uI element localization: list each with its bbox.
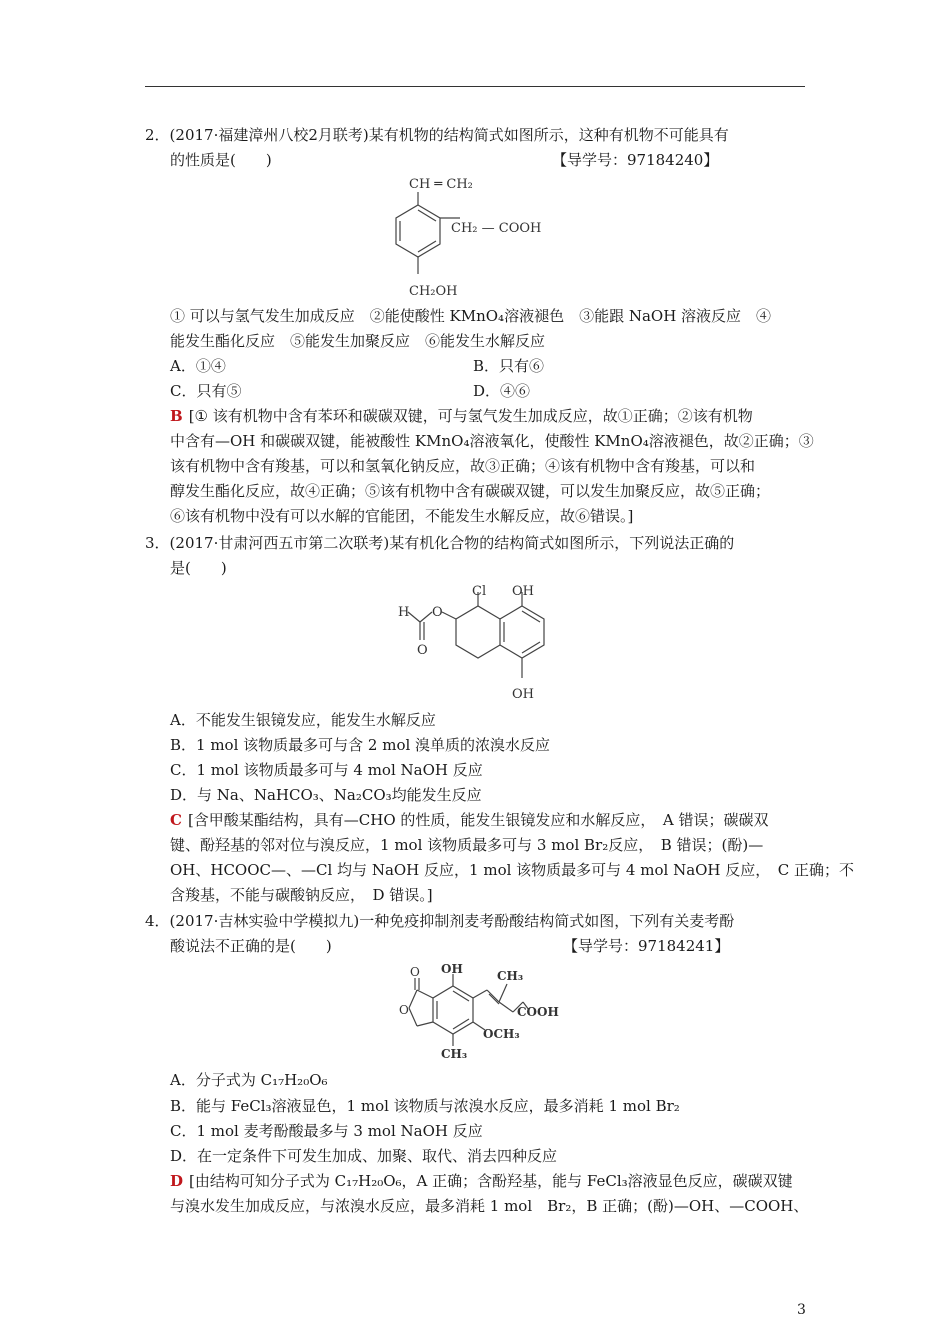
q3-carbonyl-o-label: O (417, 643, 428, 658)
q2-stem-line2: 的性质是( ) (170, 151, 272, 169)
q2-number: 2． (145, 126, 170, 144)
q2-acid-label: CH₂ — COOH (451, 221, 542, 236)
q4-cooh-label: COOH (517, 1005, 559, 1019)
header-rule (145, 86, 805, 87)
q2-structure-figure (385, 170, 585, 300)
q2-statements-line2: 能发生酯化反应 ⑤能发生加聚反应 ⑥能发生水解反应 (170, 332, 546, 350)
q3-option-d: D．与 Na、NaHCO₃、Na₂CO₃均能发生反应 (170, 786, 482, 804)
q3-explanation-line1: C [含甲酸某酯结构，具有—CHO 的性质，能发生银镜发应和水解反应， A 错误；碳碳双 (170, 811, 769, 829)
q2-option-a: A．①④ (170, 357, 226, 375)
q2-statements-line1: ① 可以与氢气发生加成反应 ②能使酸性 KMnO₄溶液褪色 ③能跟 NaOH 溶液反应 ④ (170, 307, 772, 325)
q3-option-a: A．不能发生银镜发应，能发生水解反应 (170, 711, 436, 729)
q3-h-label: H (398, 605, 410, 620)
q3-structure-figure (390, 578, 570, 708)
q2-option-c: C．只有⑤ (170, 382, 242, 400)
q4-explanation-line1: D [由结构可知分子式为 C₁₇H₂₀O₆，A 正确；含酚羟基，能与 FeCl₃溶液显色反应，碳碳双键 (170, 1172, 793, 1190)
q2-explanation-line2: 中含有—OH 和碳碳双键，能被酸性 KMnO₄溶液氧化，使酸性 KMnO₄溶液褪色，故②正确；③ (170, 432, 814, 450)
q2-option-d: D．④⑥ (473, 382, 531, 400)
q2-explanation-line1: B [① 该有机物中含有苯环和碳碳双键，可与氢气发生加成反应，故①正确；②该有机物 (170, 407, 753, 425)
q3-oh-bottom-label: OH (512, 687, 534, 702)
q2-text-1: (2017·福建漳州八校2月联考)某有机物的结构简式如图所示，这种有机物不可能具有 (169, 126, 729, 144)
q3-cl-label: Cl (472, 584, 487, 599)
q2-explanation-line5: ⑥该有机物中没有可以水解的官能团，不能发生水解反应，故⑥错误。] (170, 507, 634, 525)
q3-option-c: C．1 mol 该物质最多可与 4 mol NaOH 反应 (170, 761, 483, 779)
q4-text-1: (2017·吉林实验中学模拟九)一种免疫抑制剂麦考酚酸结构简式如图，下列有关麦考酚 (169, 912, 735, 930)
q4-ch3-bottom-label: CH₃ (441, 1047, 468, 1061)
q3-explanation-line4: 含羧基，不能与碳酸钠反应， D 错误。] (170, 886, 433, 904)
q4-option-b: B．能与 FeCl₃溶液显色，1 mol 该物质与浓溴水反应，最多消耗 1 mol Br₂ (170, 1097, 680, 1115)
q4-option-c: C．1 mol 麦考酚酸最多与 3 mol NaOH 反应 (170, 1122, 483, 1140)
page-number: 3 (797, 1302, 806, 1318)
q4-structure-figure (385, 956, 565, 1066)
q3-explanation-line3: OH、HCOOC—、—Cl 均与 NaOH 反应，1 mol 该物质最多可与 4 mol NaOH 反应， C 正确；不 (170, 861, 855, 879)
q2-option-b: B．只有⑥ (473, 357, 545, 375)
q4-oh-label: OH (441, 962, 463, 976)
q4-stem-line2: 酸说法不正确的是( ) (170, 937, 332, 955)
q4-answer: D (170, 1172, 184, 1190)
q4-ring-o-label: O (399, 1003, 409, 1017)
q3-explanation-line2: 键、酚羟基的邻对位与溴反应，1 mol 该物质最多可与 3 mol Br₂反应， B 错误；(酚)— (170, 836, 764, 854)
q2-vinyl-label: CH ═ CH₂ (409, 177, 473, 192)
q4-stem-line1 (145, 911, 734, 931)
q4-ch3-top-label: CH₃ (497, 969, 524, 983)
q4-option-d: D．在一定条件下可发生加成、加聚、取代、消去四种反应 (170, 1147, 558, 1165)
q3-ester-o-label: O (432, 605, 443, 620)
q2-explanation-line3: 该有机物中含有羧基，可以和氢氧化钠反应，故③正确；④该有机物中含有羧基，可以和 (170, 457, 756, 475)
q3-option-b: B．1 mol 该物质最多可与含 2 mol 溴单质的浓溴水反应 (170, 736, 551, 754)
q3-stem-line1 (145, 533, 734, 553)
q2-explanation-line4: 醇发生酯化反应，故④正确；⑤该有机物中含有碳碳双键，可以发生加聚反应，故⑤正确； (170, 482, 771, 500)
q3-text-1: (2017·甘肃河西五市第二次联考)某有机化合物的结构简式如图所示，下列说法正确的 (169, 534, 735, 552)
q4-carbonyl-o-label: O (410, 965, 420, 979)
q3-answer: C (170, 811, 182, 829)
q2-reference-number: 【导学号：97184240】 (552, 151, 719, 169)
q3-oh-top-label: OH (512, 584, 534, 599)
q4-reference-number: 【导学号：97184241】 (563, 937, 730, 955)
q3-stem-line2: 是( ) (170, 559, 227, 577)
q2-answer: B (170, 407, 183, 425)
q4-explanation-line2: 与溴水发生加成反应，与浓溴水反应，最多消耗 1 mol Br₂，B 正确；(酚)—OH、—COOH、 (170, 1197, 809, 1215)
q2-stem-line1 (145, 125, 729, 145)
q4-och3-label: OCH₃ (483, 1027, 520, 1041)
q2-alcohol-label: CH₂OH (409, 284, 458, 299)
q3-number: 3． (145, 534, 170, 552)
q4-option-a: A．分子式为 C₁₇H₂₀O₆ (170, 1071, 328, 1089)
q4-number: 4． (145, 912, 170, 930)
